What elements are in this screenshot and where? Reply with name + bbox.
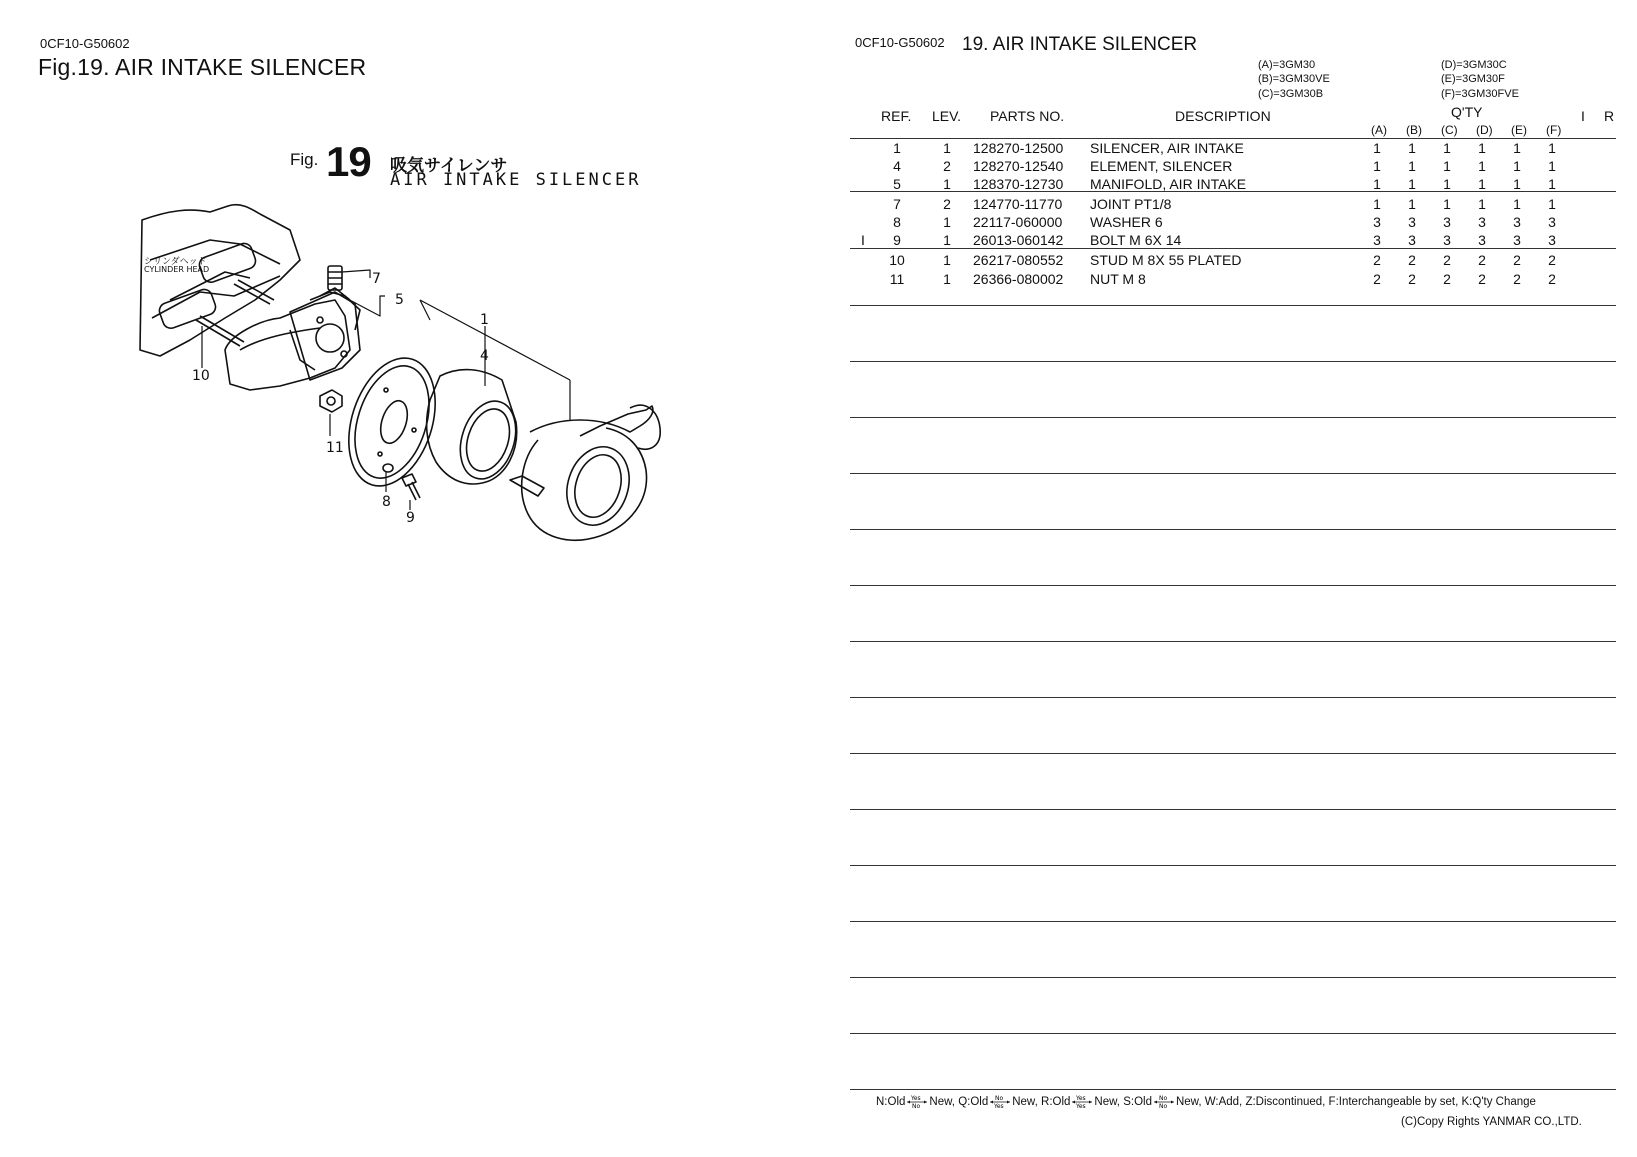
row-ref: 4 — [893, 158, 901, 174]
row-qty: 1 — [1478, 158, 1486, 174]
blank-rule — [850, 753, 1616, 754]
silencer-housing — [530, 406, 653, 436]
row-part-number: 26366-080002 — [973, 271, 1064, 287]
blank-rule — [850, 641, 1616, 642]
row-part-number: 26217-080552 — [973, 252, 1064, 268]
manifold-body — [225, 300, 350, 390]
row-part-number: 128270-12540 — [973, 158, 1064, 174]
table-rule — [850, 248, 1616, 249]
legend-n-old: N:Old — [876, 1096, 906, 1109]
row-lev: 1 — [943, 252, 951, 268]
row-qty: 1 — [1513, 158, 1521, 174]
callout-7: 7 — [372, 271, 381, 287]
svg-text:No: No — [912, 1103, 921, 1109]
fig-number: 19 — [326, 138, 371, 185]
row-description: BOLT M 6X 14 — [1090, 232, 1182, 248]
col-qty-e: (E) — [1511, 123, 1527, 137]
row-description: STUD M 8X 55 PLATED — [1090, 252, 1242, 268]
callout-10: 10 — [192, 368, 210, 384]
callout-1: 1 — [480, 312, 489, 328]
blank-rule — [850, 1033, 1616, 1034]
row-part-number: 128270-12500 — [973, 140, 1064, 156]
row-description: MANIFOLD, AIR INTAKE — [1090, 176, 1247, 192]
cylinder-head-label-en: CYLINDER HEAD — [144, 265, 210, 274]
row-lev: 2 — [943, 196, 951, 212]
legend-s-arrow-icon — [1153, 1095, 1175, 1109]
model-b: (B)=3GM30VE — [1258, 73, 1330, 85]
row-qty: 3 — [1443, 232, 1451, 248]
legend-rest: W:Add, Z:Discontinued, F:Interchangeable by set, K:Q'ty Change — [1204, 1096, 1536, 1109]
callout-8: 8 — [382, 494, 391, 510]
row-qty: 1 — [1408, 196, 1416, 212]
row-qty: 3 — [1548, 214, 1556, 230]
exploded-diagram — [130, 200, 710, 580]
row-qty: 3 — [1548, 232, 1556, 248]
row-qty: 1 — [1408, 158, 1416, 174]
row-lev: 1 — [943, 214, 951, 230]
col-qty-b: (B) — [1406, 123, 1422, 137]
legend-q-arrow-icon — [989, 1095, 1011, 1109]
legend-s-new: New, — [1175, 1096, 1202, 1109]
col-i: I — [1581, 108, 1585, 124]
col-r: R — [1604, 108, 1615, 124]
row-qty: 3 — [1478, 214, 1486, 230]
row-qty: 1 — [1548, 140, 1556, 156]
legend-r-old: R:Old — [1041, 1096, 1071, 1109]
row-qty: 1 — [1513, 196, 1521, 212]
row-qty: 2 — [1513, 271, 1521, 287]
blank-rule — [850, 529, 1616, 530]
row-qty: 2 — [1373, 252, 1381, 268]
row-lev: 1 — [943, 271, 951, 287]
right-page-title: 19. AIR INTAKE SILENCER — [962, 34, 1198, 55]
row-qty: 3 — [1408, 232, 1416, 248]
col-ref: REF. — [881, 108, 912, 124]
row-part-number: 26013-060142 — [973, 232, 1064, 248]
blank-rule — [850, 361, 1616, 362]
col-qty: Q'TY — [1451, 104, 1483, 120]
legend-n-arrow-icon — [906, 1095, 928, 1109]
row-qty: 1 — [1373, 196, 1381, 212]
row-lev: 1 — [943, 176, 951, 192]
row-qty: 1 — [1478, 176, 1486, 192]
fig-title-en: AIR INTAKE SILENCER — [390, 170, 642, 190]
row-qty: 2 — [1443, 252, 1451, 268]
row-qty: 1 — [1513, 140, 1521, 156]
svg-text:Yes: Yes — [1076, 1103, 1087, 1109]
nut-part — [320, 390, 342, 412]
left-page-title: Fig.19. AIR INTAKE SILENCER — [38, 54, 367, 80]
row-ref: 8 — [893, 214, 901, 230]
copyright: (C)Copy Rights YANMAR CO.,LTD. — [1401, 1116, 1582, 1128]
col-lev: LEV. — [932, 108, 962, 124]
legend-s-old: S:Old — [1123, 1096, 1152, 1109]
blank-rule — [850, 697, 1616, 698]
blank-rule — [850, 585, 1616, 586]
row-interchange-flag: I — [861, 232, 865, 248]
row-qty: 1 — [1443, 196, 1451, 212]
right-doc-code: 0CF10-G50602 — [855, 35, 945, 50]
row-description: SILENCER, AIR INTAKE — [1090, 140, 1244, 156]
blank-rule — [850, 1089, 1616, 1090]
col-qty-d: (D) — [1476, 123, 1493, 137]
model-c: (C)=3GM30B — [1258, 88, 1324, 100]
row-qty: 1 — [1513, 176, 1521, 192]
row-description: NUT M 8 — [1090, 271, 1146, 287]
row-qty: 1 — [1373, 158, 1381, 174]
svg-text:Yes: Yes — [994, 1103, 1004, 1109]
model-e: (E)=3GM30F — [1441, 73, 1505, 85]
blank-rule — [850, 809, 1616, 810]
callout-5: 5 — [395, 292, 404, 308]
row-part-number: 124770-11770 — [973, 196, 1063, 212]
row-qty: 1 — [1373, 176, 1381, 192]
row-ref: 5 — [893, 176, 901, 192]
table-rule — [850, 138, 1616, 139]
row-qty: 1 — [1443, 176, 1451, 192]
model-d: (D)=3GM30C — [1441, 59, 1507, 71]
legend-q-old: Q:Old — [958, 1096, 989, 1109]
row-qty: 2 — [1373, 271, 1381, 287]
row-qty: 3 — [1478, 232, 1486, 248]
legend-r-new: New, — [1094, 1096, 1120, 1109]
col-qty-a: (A) — [1371, 123, 1387, 137]
row-qty: 1 — [1408, 176, 1416, 192]
row-qty: 2 — [1548, 252, 1556, 268]
change-legend — [876, 1095, 1536, 1109]
blank-rule — [850, 865, 1616, 866]
row-qty: 2 — [1408, 271, 1416, 287]
row-qty: 1 — [1548, 176, 1556, 192]
col-qty-f: (F) — [1546, 123, 1562, 137]
blank-rule — [850, 921, 1616, 922]
row-qty: 1 — [1443, 140, 1451, 156]
row-ref: 7 — [893, 196, 901, 212]
legend-q-new: New, — [1012, 1096, 1038, 1109]
callout-11: 11 — [326, 440, 344, 456]
row-qty: 1 — [1548, 158, 1556, 174]
row-qty: 2 — [1408, 252, 1416, 268]
svg-text:No: No — [995, 1095, 1004, 1102]
row-qty: 1 — [1478, 196, 1486, 212]
svg-text:Yes: Yes — [911, 1095, 922, 1102]
blank-rule — [850, 977, 1616, 978]
row-description: JOINT PT1/8 — [1090, 196, 1172, 212]
row-qty: 2 — [1478, 271, 1486, 287]
row-qty: 3 — [1408, 214, 1416, 230]
svg-text:No: No — [1158, 1103, 1168, 1109]
row-qty: 1 — [1373, 140, 1381, 156]
row-qty: 2 — [1513, 252, 1521, 268]
row-part-number: 128370-12730 — [973, 176, 1064, 192]
manifold-flange — [290, 292, 360, 380]
row-qty: 3 — [1443, 214, 1451, 230]
row-qty: 1 — [1478, 140, 1486, 156]
svg-text:No: No — [1158, 1095, 1168, 1102]
row-ref: 1 — [893, 140, 901, 156]
blank-rule — [850, 417, 1616, 418]
blank-rule — [850, 305, 1616, 306]
row-qty: 3 — [1373, 214, 1381, 230]
row-qty: 1 — [1548, 196, 1556, 212]
row-qty: 3 — [1513, 214, 1521, 230]
model-a: (A)=3GM30 — [1258, 59, 1316, 71]
model-f: (F)=3GM30FVE — [1441, 88, 1519, 100]
row-description: WASHER 6 — [1090, 214, 1163, 230]
row-qty: 1 — [1443, 158, 1451, 174]
row-description: ELEMENT, SILENCER — [1090, 158, 1233, 174]
row-lev: 1 — [943, 232, 951, 248]
row-ref: 9 — [893, 232, 901, 248]
fig-prefix: Fig. — [290, 150, 319, 169]
row-qty: 3 — [1373, 232, 1381, 248]
blank-rule — [850, 473, 1616, 474]
row-qty: 2 — [1548, 271, 1556, 287]
fig-title-jp: 吸気サイレンサ — [390, 156, 508, 175]
legend-r-arrow-icon — [1071, 1095, 1093, 1109]
row-qty: 2 — [1443, 271, 1451, 287]
callout-4: 4 — [480, 348, 489, 364]
row-ref: 11 — [889, 271, 905, 287]
row-qty: 3 — [1513, 232, 1521, 248]
row-qty: 1 — [1408, 140, 1416, 156]
row-ref: 10 — [889, 252, 905, 268]
callout-9: 9 — [406, 510, 415, 526]
col-qty-c: (C) — [1441, 123, 1458, 137]
left-doc-code: 0CF10-G50602 — [40, 36, 130, 51]
col-parts-no: PARTS NO. — [990, 108, 1065, 124]
row-lev: 1 — [943, 140, 951, 156]
legend-n-new: New, — [929, 1096, 955, 1109]
row-part-number: 22117-060000 — [973, 214, 1063, 230]
row-qty: 2 — [1478, 252, 1486, 268]
row-lev: 2 — [943, 158, 951, 174]
svg-text:Yes: Yes — [1076, 1095, 1087, 1102]
cylinder-head-label-jp: シリンダヘッド — [144, 257, 207, 267]
col-description: DESCRIPTION — [1175, 108, 1271, 124]
